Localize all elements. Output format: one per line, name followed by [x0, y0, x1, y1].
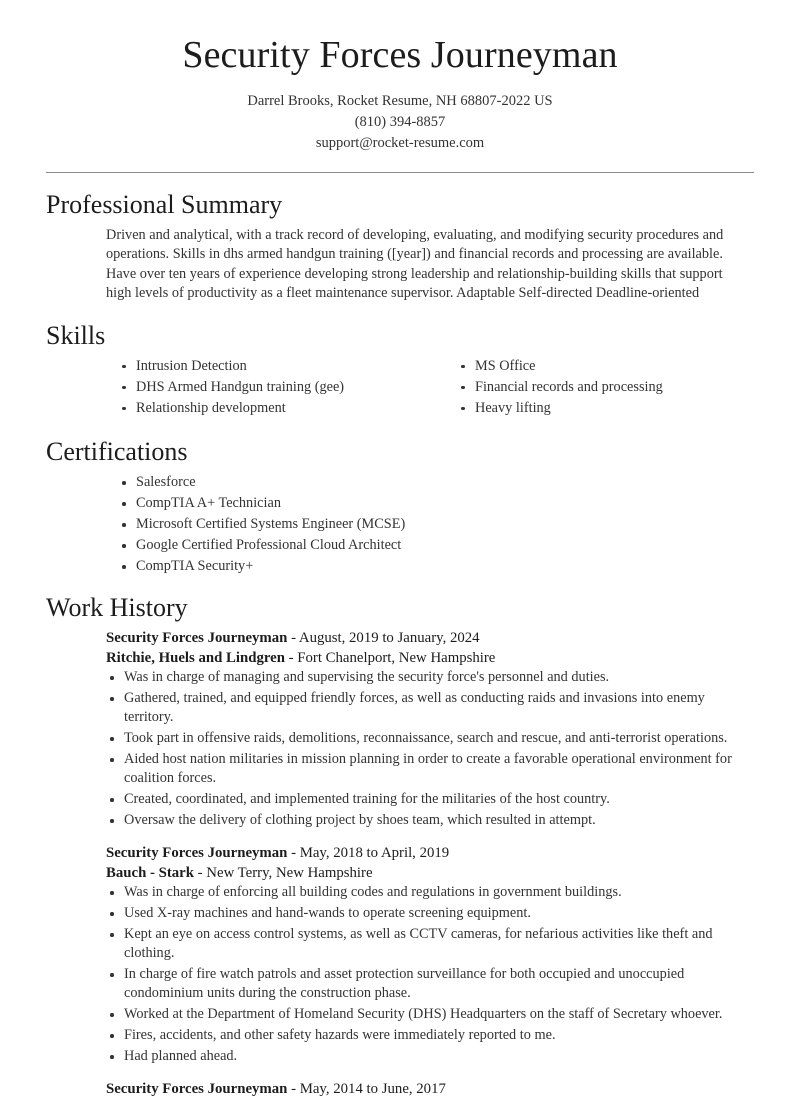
certification-item: Microsoft Certified Systems Engineer (MCSE) [118, 515, 754, 534]
certifications-body [46, 473, 754, 576]
skill-item: Heavy lifting [457, 399, 754, 418]
job-title: Security Forces Journeyman [106, 845, 288, 862]
job-responsibility-item: Took part in offensive raids, demolitions, reconnaissance, search and rescue, and anti-terrorist operations. [106, 729, 749, 748]
skill-item: MS Office [457, 357, 754, 376]
certification-item: Google Certified Professional Cloud Architect [118, 536, 754, 555]
skills-list-right [457, 357, 754, 418]
skill-item: Financial records and processing [457, 378, 754, 397]
job-company: Bauch - Stark [106, 864, 194, 881]
skills-list-left [118, 357, 436, 418]
summary-text: Driven and analytical, with a track record of developing, evaluating, and modifying security procedures and operations. Skills in dhs armed handgun training ([year]) and financial records and processing are available. Have over ten years of experience developing strong leadership and relationship-building skills that support high levels of productivity as a fleet maintenance supervisor. Adaptable Self-directed Deadline-oriented [106, 226, 724, 302]
certification-item: CompTIA Security+ [118, 557, 754, 576]
skills-columns [46, 357, 754, 420]
job-responsibility-item: Kept an eye on access control systems, as well as CCTV cameras, for nefarious activities like theft and clothing. [106, 925, 749, 963]
job-title: Security Forces Journeyman [106, 1081, 288, 1098]
section-heading-summary: Professional Summary [46, 189, 283, 219]
job-title-line [106, 629, 754, 649]
contact-address: Darrel Brooks, Rocket Resume, NH 68807-2022 US [247, 92, 553, 109]
skills-column-left [118, 357, 436, 420]
job-responsibility-item: Was in charge of managing and supervising the security force's personnel and duties. [106, 668, 749, 687]
job-dates: - August, 2019 to January, 2024 [287, 630, 480, 647]
job-title: Security Forces Journeyman [106, 630, 288, 647]
skills-column-right [436, 357, 754, 420]
resume-header [46, 0, 754, 173]
job-location: - Fort Chanelport, New Hampshire [284, 649, 496, 666]
job-responsibility-item: Used X-ray machines and hand-wands to operate screening equipment. [106, 904, 749, 923]
work-history-entry [106, 844, 754, 1066]
job-company: Ritchie, Huels and Lindgren [106, 649, 285, 666]
job-title-line [106, 1080, 754, 1100]
section-skills [46, 320, 754, 420]
header-divider [46, 172, 754, 173]
work-history-entry [106, 1080, 754, 1100]
contact-email: support@rocket-resume.com [315, 134, 485, 151]
skill-item: DHS Armed Handgun training (gee) [118, 378, 436, 397]
job-company-line [106, 649, 754, 669]
page-title: Security Forces Journeyman [182, 34, 618, 76]
job-responsibility-item: Aided host nation militaries in mission planning in order to create a favorable operational environment for coalition forces. [106, 750, 749, 788]
job-responsibility-item: Worked at the Department of Homeland Security (DHS) Headquarters on the staff of Secretary whoever. [106, 1005, 749, 1024]
job-responsibility-item: Was in charge of enforcing all building codes and regulations in government buildings. [106, 883, 749, 902]
job-responsibility-item: In charge of fire watch patrols and asset protection surveillance for both occupied and unoccupied condominium units during the construction phase. [106, 965, 749, 1003]
job-responsibility-list [106, 883, 754, 1066]
skill-item: Relationship development [118, 399, 436, 418]
certification-item: CompTIA A+ Technician [118, 494, 754, 513]
section-certifications [46, 436, 754, 576]
job-responsibility-item: Fires, accidents, and other safety hazards were immediately reported to me. [106, 1026, 749, 1045]
section-heading-skills: Skills [46, 320, 106, 350]
job-dates: - May, 2014 to June, 2017 [287, 1081, 446, 1098]
section-work-history [46, 592, 754, 1100]
job-title-line [106, 844, 754, 864]
work-history-body [46, 629, 754, 1100]
certification-item: Salesforce [118, 473, 754, 492]
skill-item: Intrusion Detection [118, 357, 436, 376]
job-dates: - May, 2018 to April, 2019 [287, 845, 450, 862]
work-history-entry [106, 629, 754, 830]
job-company-line [106, 864, 754, 884]
section-professional-summary [46, 189, 754, 304]
job-responsibility-item: Gathered, trained, and equipped friendly forces, as well as conducting raids and invasions into enemy territory. [106, 689, 749, 727]
job-responsibility-item: Oversaw the delivery of clothing project by shoes team, which resulted in attempt. [106, 811, 749, 830]
section-heading-certifications: Certifications [46, 436, 188, 466]
summary-body [46, 226, 754, 304]
job-responsibility-item: Created, coordinated, and implemented training for the militaries of the host country. [106, 790, 749, 809]
section-heading-work-history: Work History [46, 593, 188, 623]
job-responsibility-list [106, 668, 754, 830]
certifications-list [118, 473, 754, 576]
contact-phone: (810) 394-8857 [354, 113, 446, 130]
job-responsibility-item: Had planned ahead. [106, 1047, 749, 1066]
job-location: - New Terry, New Hampshire [193, 864, 373, 881]
